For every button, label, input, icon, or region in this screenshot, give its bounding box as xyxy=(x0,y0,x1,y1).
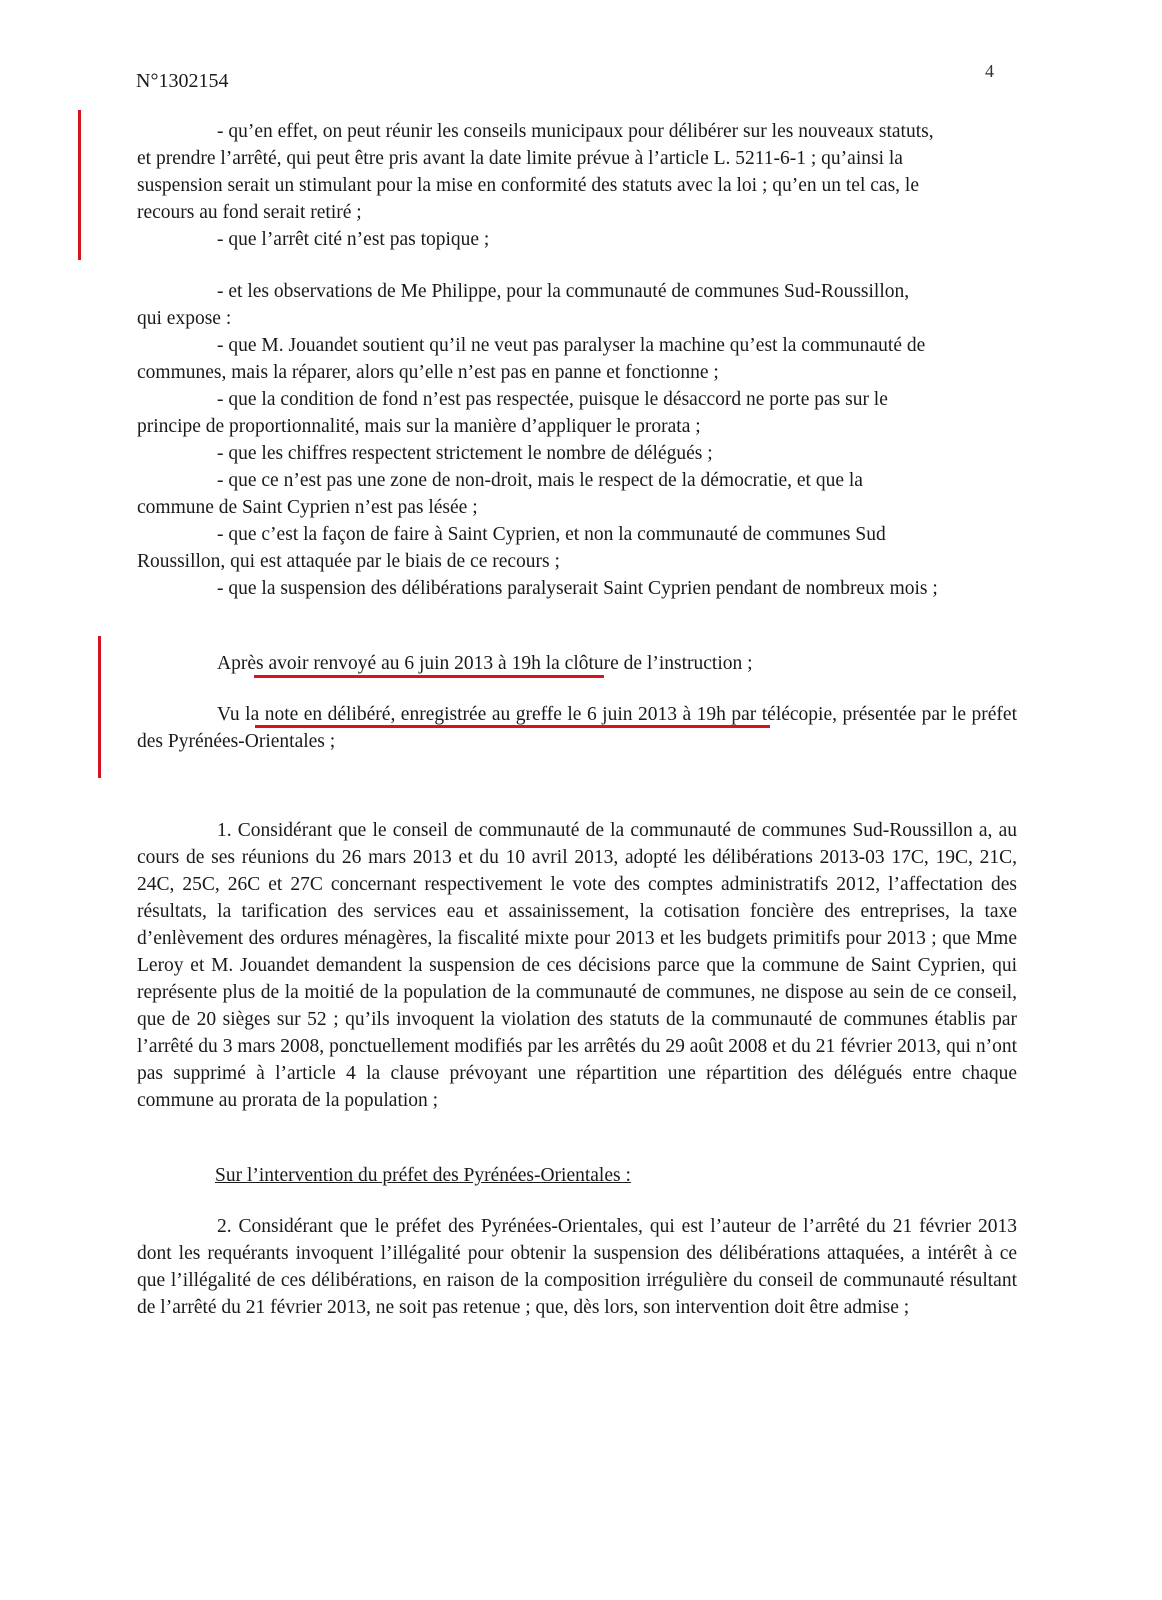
section-title: Sur l’intervention du préfet des Pyrénées-Orientales : xyxy=(215,1165,631,1186)
text-line: - que la condition de fond n’est pas respectée, puisque le désaccord ne porte pas sur le xyxy=(217,389,888,410)
note-deliberation: Vu la note en délibéré, enregistrée au greffe le 6 juin 2013 à 19h par télécopie, présentée par le préfet des Pyrénées-Orientales ; xyxy=(137,704,1017,752)
instruction-closure: Après avoir renvoyé au 6 juin 2013 à 19h la clôture de l’instruction ; xyxy=(217,653,753,674)
text-line: suspension serait un stimulant pour la mise en conformité des statuts avec la loi ; qu’en un tel cas, le xyxy=(137,175,919,196)
text-line: Roussillon, qui est attaquée par le biais de ce recours ; xyxy=(137,551,560,572)
text-line: - que c’est la façon de faire à Saint Cyprien, et non la communauté de communes Sud xyxy=(217,524,886,545)
case-number: N°1302154 xyxy=(136,70,229,92)
text-line: recours au fond serait retiré ; xyxy=(137,202,362,223)
text-line: qui expose : xyxy=(137,308,232,329)
document-body xyxy=(137,118,1017,1321)
block-arguments xyxy=(137,118,1017,253)
text-line: - que l’arrêt cité n’est pas topique ; xyxy=(217,229,490,250)
text-line: - qu’en effet, on peut réunir les conseils municipaux pour délibérer sur les nouveaux statuts, xyxy=(217,121,934,142)
considerant-2: 2. Considérant que le préfet des Pyrénées-Orientales, qui est l’auteur de l’arrêté du 21 février 2013 dont les requérants invoquent l’illégalité pour obtenir la suspension des délibérations attaquées, a intérêt à ce que l’illégalité de ces délibérations, en raison de la composition irrégulière du conseil de communauté résultant de l’arrêté du 21 février 2013, ne soit pas retenue ; que, dès lors, son intervention doit être admise ; xyxy=(137,1216,1017,1318)
text-line: - que M. Jouandet soutient qu’il ne veut pas paralyser la machine qu’est la communauté de xyxy=(217,335,926,356)
text-line: commune de Saint Cyprien n’est pas lésée ; xyxy=(137,497,478,518)
text-line: - et les observations de Me Philippe, pour la communauté de communes Sud-Roussillon, xyxy=(217,281,910,302)
text-line: principe de proportionnalité, mais sur la manière d’appliquer le prorata ; xyxy=(137,416,701,437)
page-number: 4 xyxy=(985,61,994,81)
text-line: et prendre l’arrêté, qui peut être pris avant la date limite prévue à l’article L. 5211-6-1 ; qu’ainsi la xyxy=(137,148,903,169)
text-line: - que les chiffres respectent strictement le nombre de délégués ; xyxy=(217,443,713,464)
text-line: - que ce n’est pas une zone de non-droit, mais le respect de la démocratie, et que la xyxy=(217,470,863,491)
text-line: - que la suspension des délibérations paralyserait Saint Cyprien pendant de nombreux mois ; xyxy=(217,578,938,599)
margin-mark-middle xyxy=(98,636,101,778)
block-observations xyxy=(137,278,1017,602)
considerant-1: 1. Considérant que le conseil de communauté de la communauté de communes Sud-Roussillon a, au cours de ses réunions du 26 mars 2013 et du 10 avril 2013, adopté les délibérations 2013-03 17C, 19C, 21C, 24C, 25C, 26C et 27C concernant respectivement le vote des comptes administratifs 2012, l’affectation des résultats, la tarification des services eau et assainissement, la cotisation foncière des entreprises, la taxe d’enlèvement des ordures ménagères, la fiscalité mixte pour 2013 et les budgets primitifs pour 2013 ; que Mme Leroy et M. Jouandet demandent la suspension de ces décisions parce que la commune de Saint Cyprien, qui représente plus de la moitié de la population de la communauté de communes, ne dispose au sein de ce conseil, que de 20 sièges sur 52 ; qu’ils invoquent la violation des statuts de la communauté de communes établis par l’arrêté du 3 mars 2008, ponctuellement modifiés par les arrêtés du 29 août 2008 et du 21 février 2013, qui n’ont pas supprimé à l’article 4 la clause prévoyant une répartition une répartition des délégués entre chaque commune au prorata de la population ; xyxy=(137,820,1017,1111)
text-line: communes, mais la réparer, alors qu’elle n’est pas en panne et fonctionne ; xyxy=(137,362,719,383)
margin-mark-top xyxy=(78,110,81,260)
